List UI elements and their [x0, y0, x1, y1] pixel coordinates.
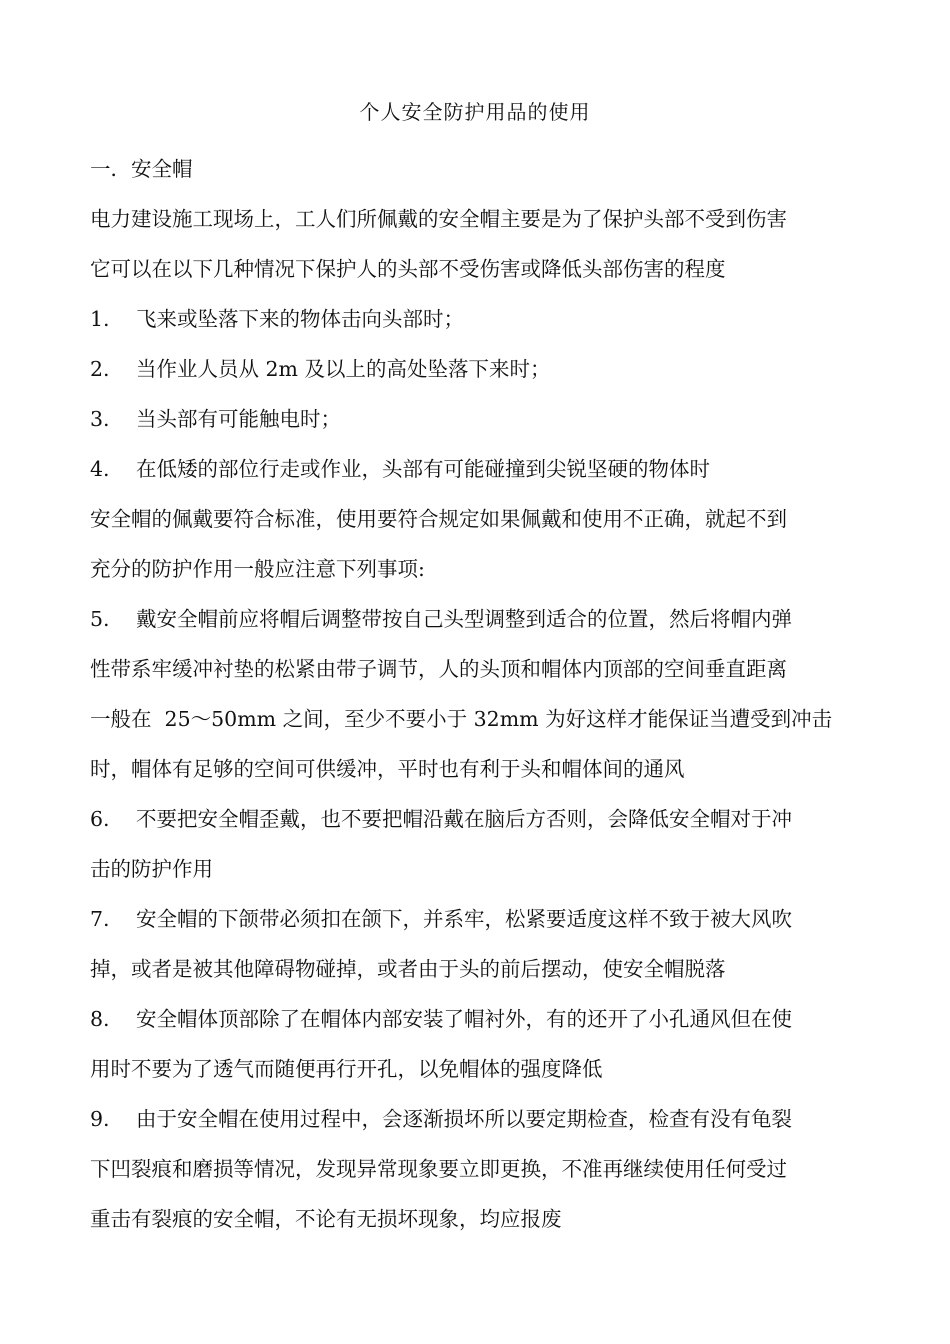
case-text: 在低矮的部位行走或作业，头部有可能碰撞到尖锐坚硬的物体时 — [136, 457, 710, 481]
intro-line: 它可以在以下几种情况下保护人的头部不受伤害或降低头部伤害的程度 — [90, 257, 726, 281]
item-number: 8. — [90, 1007, 110, 1031]
intro-line: 电力建设施工现场上，工人们所佩戴的安全帽主要是为了保护头部不受到伤害 — [90, 207, 787, 231]
item-continuation: 下凹裂痕和磨损等情况，发现异常现象要立即更换，不准再继续使用任何受过 — [90, 1157, 787, 1181]
document-body — [90, 144, 862, 1244]
list-item — [90, 594, 862, 644]
case-text: 飞来或坠落下来的物体击向头部时； — [136, 307, 464, 331]
list-item — [90, 994, 862, 1044]
item-continuation: 时，帽体有足够的空间可供缓冲，平时也有利于头和帽体间的通风 — [90, 757, 685, 781]
item-continuation: 用时不要为了透气而随便再行开孔，以免帽体的强度降低 — [90, 1057, 603, 1081]
list-item — [90, 1094, 862, 1144]
item-number: 5. — [90, 607, 110, 631]
case-text: 当头部有可能触电时； — [136, 407, 341, 431]
notice-line: 充分的防护作用一般应注意下列事项: — [90, 557, 425, 581]
item-number: 9. — [90, 1107, 110, 1131]
page-title: 个人安全防护用品的使用 — [359, 100, 591, 124]
item-continuation: 一般在 25～50mm 之间，至少不要小于 32mm 为好这样才能保证当遭受到冲击 — [90, 707, 833, 731]
list-item — [90, 794, 862, 844]
case-number: 2. — [90, 357, 110, 381]
item-text: 戴安全帽前应将帽后调整带按自己头型调整到适合的位置，然后将帽内弹 — [136, 607, 792, 631]
item-continuation: 重击有裂痕的安全帽，不论有无损坏现象，均应报废 — [90, 1207, 562, 1231]
list-item — [90, 894, 862, 944]
item-number: 6. — [90, 807, 110, 831]
item-text: 安全帽体顶部除了在帽体内部安装了帽衬外，有的还开了小孔通风但在使 — [136, 1007, 792, 1031]
case-number: 1. — [90, 307, 110, 331]
case-item — [90, 344, 862, 394]
case-number: 3. — [90, 407, 110, 431]
case-item — [90, 294, 862, 344]
item-continuation: 性带系牢缓冲衬垫的松紧由带子调节，人的头顶和帽体内顶部的空间垂直距离 — [90, 657, 787, 681]
case-text: 当作业人员从 2m 及以上的高处坠落下来时； — [136, 357, 551, 381]
case-number: 4. — [90, 457, 110, 481]
item-text: 由于安全帽在使用过程中，会逐渐损坏所以要定期检查，检查有没有龟裂 — [136, 1107, 792, 1131]
item-continuation: 击的防护作用 — [90, 857, 213, 881]
section-heading: 一．安全帽 — [90, 157, 193, 181]
item-number: 7. — [90, 907, 110, 931]
item-continuation: 掉，或者是被其他障碍物碰掉，或者由于头的前后摆动，使安全帽脱落 — [90, 957, 726, 981]
item-text: 安全帽的下颌带必须扣在颌下，并系牢，松紧要适度这样不致于被大风吹 — [136, 907, 792, 931]
notice-line: 安全帽的佩戴要符合标准，使用要符合规定如果佩戴和使用不正确，就起不到 — [90, 507, 787, 531]
item-text: 不要把安全帽歪戴，也不要把帽沿戴在脑后方否则，会降低安全帽对于冲 — [136, 807, 792, 831]
case-item — [90, 444, 862, 494]
case-item — [90, 394, 862, 444]
